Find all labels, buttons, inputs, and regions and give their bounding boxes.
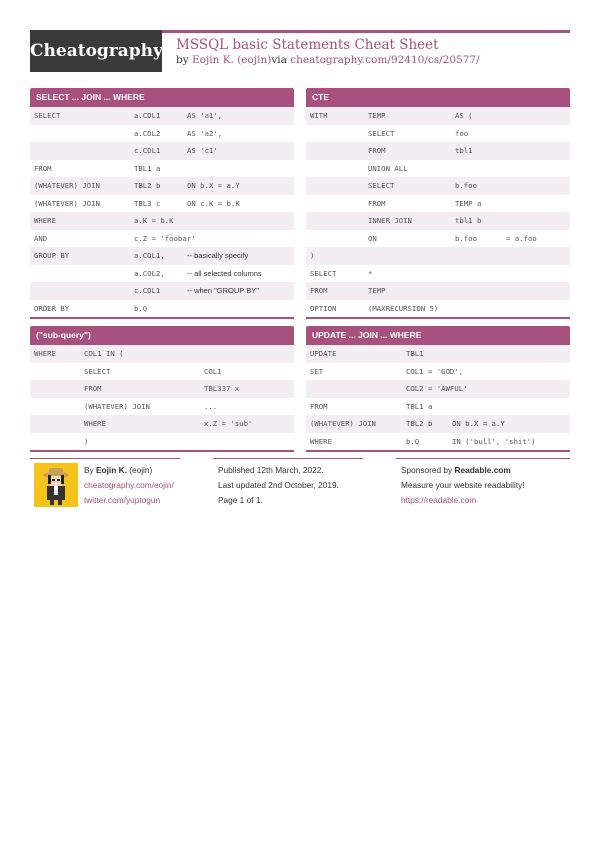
author-avatar[interactable] bbox=[34, 463, 78, 507]
table-cell: b.foo bbox=[455, 233, 477, 243]
table-cell: AS 'a2', bbox=[187, 128, 223, 138]
table-row bbox=[30, 107, 294, 125]
table-cell: TBL2 b bbox=[134, 181, 161, 190]
table-row bbox=[306, 433, 570, 451]
table-row bbox=[306, 177, 570, 195]
table-cell: UPDATE bbox=[310, 349, 337, 358]
table-cell: SET bbox=[310, 366, 324, 376]
by-label: By bbox=[84, 465, 94, 475]
footer-divider bbox=[213, 458, 363, 459]
table-row bbox=[306, 160, 570, 178]
table-cell: WHERE bbox=[34, 349, 56, 358]
table-cell: c.COL1 bbox=[134, 146, 161, 155]
table-cell: ON b.X = a.Y bbox=[187, 181, 240, 190]
table-cell: FROM bbox=[310, 286, 328, 295]
page-title: MSSQL basic Statements Cheat Sheet bbox=[176, 37, 439, 53]
box-sub-query bbox=[30, 326, 294, 452]
box-title: UPDATE ... JOIN ... WHERE bbox=[306, 326, 570, 345]
table-cell: AND bbox=[34, 233, 48, 243]
table-cell: TBL1 a bbox=[406, 401, 433, 411]
table-row bbox=[30, 230, 294, 248]
sponsor-name: Readable.com bbox=[454, 465, 511, 475]
table-cell: foo bbox=[455, 128, 469, 138]
table-cell: FROM bbox=[84, 384, 102, 393]
box-rows bbox=[30, 107, 294, 317]
table-row bbox=[306, 247, 570, 265]
table-cell: a.COL2 bbox=[134, 128, 161, 138]
table-row bbox=[306, 142, 570, 160]
sponsor-prefix: Sponsored by bbox=[401, 465, 453, 475]
table-cell: -- all selected columns bbox=[187, 268, 262, 278]
table-cell: WHERE bbox=[310, 436, 332, 446]
table-cell: b.Q bbox=[134, 303, 148, 313]
table-cell: x.Z = 'sub' bbox=[204, 419, 253, 428]
table-row bbox=[306, 230, 570, 248]
published-date: Published 12th March, 2022. bbox=[218, 465, 324, 475]
table-cell: b.foo bbox=[455, 181, 477, 190]
table-cell: TEMP a bbox=[455, 198, 482, 208]
table-cell: TEMP bbox=[368, 286, 386, 295]
author-profile-link[interactable]: cheatography.com/eojin/ bbox=[84, 480, 174, 490]
table-row bbox=[306, 398, 570, 416]
table-cell: tbl1 b bbox=[455, 216, 482, 225]
table-row bbox=[306, 380, 570, 398]
table-cell: c.COL1 bbox=[134, 286, 161, 295]
box-rows bbox=[30, 345, 294, 450]
table-cell: SELECT bbox=[34, 111, 61, 120]
table-cell: TBL1 bbox=[406, 349, 424, 358]
table-cell: GROUP BY bbox=[34, 251, 70, 260]
table-cell: (WHATEVER) JOIN bbox=[34, 198, 100, 208]
table-row bbox=[306, 195, 570, 213]
table-cell: ) bbox=[310, 251, 315, 260]
table-cell: ORDER BY bbox=[34, 303, 70, 313]
table-row bbox=[306, 212, 570, 230]
box-cte bbox=[306, 88, 570, 319]
table-cell: -- basically specify bbox=[187, 251, 249, 260]
table-cell: INNER JOIN bbox=[368, 216, 412, 225]
table-row bbox=[30, 363, 294, 381]
updated-date: Last updated 2nd October, 2019. bbox=[218, 480, 339, 490]
footer-author-line bbox=[84, 463, 174, 478]
box-title: ("sub-query") bbox=[30, 326, 294, 345]
cheatography-logo[interactable]: Cheatography bbox=[30, 30, 162, 72]
table-cell: COL1 = 'GOD', bbox=[406, 366, 464, 376]
table-cell: SELECT bbox=[368, 181, 395, 190]
sponsor-line bbox=[401, 463, 525, 478]
table-cell: FROM bbox=[368, 146, 386, 155]
table-cell: SELECT bbox=[310, 268, 337, 278]
footer-divider bbox=[30, 458, 180, 459]
table-row bbox=[30, 195, 294, 213]
table-cell: OPTION bbox=[310, 303, 337, 313]
table-cell: (MAXRECURSION 5) bbox=[368, 303, 439, 313]
table-cell: TBL337 x bbox=[204, 384, 240, 393]
footer-publish-block bbox=[218, 463, 339, 508]
table-cell: c.Z = 'foobar' bbox=[134, 233, 196, 243]
table-row bbox=[30, 282, 294, 300]
table-cell: FROM bbox=[310, 401, 328, 411]
table-row bbox=[30, 125, 294, 143]
avatar-illustration bbox=[34, 463, 78, 507]
table-cell: ON c.K = b.K bbox=[187, 198, 240, 208]
box-title: SELECT ... JOIN ... WHERE bbox=[30, 88, 294, 107]
table-row bbox=[30, 380, 294, 398]
table-cell: ... bbox=[204, 401, 218, 411]
table-row bbox=[30, 142, 294, 160]
table-cell: a.K = b.K bbox=[134, 216, 174, 225]
table-row bbox=[30, 265, 294, 283]
byline bbox=[176, 54, 480, 66]
footer-author-block bbox=[84, 463, 174, 508]
table-cell: FROM bbox=[34, 163, 52, 173]
table-cell: TBL3 c bbox=[134, 198, 161, 208]
table-cell: UNION ALL bbox=[368, 163, 408, 173]
box-rows bbox=[306, 107, 570, 317]
table-cell: COL1 bbox=[204, 366, 222, 376]
table-row bbox=[306, 125, 570, 143]
box-rows bbox=[306, 345, 570, 450]
footer-sponsor-block bbox=[401, 463, 525, 508]
table-row bbox=[30, 160, 294, 178]
table-row bbox=[306, 415, 570, 433]
box-update-join-where bbox=[306, 326, 570, 452]
sheet-url-link[interactable]: cheatography.com/92410/cs/20577/ bbox=[290, 54, 480, 66]
table-cell: TEMP bbox=[368, 111, 386, 120]
table-cell: a.COL1 bbox=[134, 111, 161, 120]
table-row bbox=[306, 300, 570, 318]
table-cell: AS 'a1', bbox=[187, 111, 223, 120]
table-row bbox=[30, 300, 294, 318]
table-cell: COL2 = 'AWFUL' bbox=[406, 384, 468, 393]
footer-divider bbox=[396, 458, 570, 459]
table-cell: ) bbox=[84, 436, 89, 446]
table-row bbox=[30, 345, 294, 363]
sponsor-link[interactable]: https://readable.com bbox=[401, 495, 477, 505]
table-cell: (WHATEVER) JOIN bbox=[34, 181, 100, 190]
byline-by: by bbox=[176, 54, 189, 66]
box-select-join-where bbox=[30, 88, 294, 319]
twitter-link[interactable]: twitter.com/yuptogun bbox=[84, 495, 161, 505]
table-row bbox=[30, 398, 294, 416]
table-row bbox=[306, 265, 570, 283]
table-cell: SELECT bbox=[368, 128, 395, 138]
table-row bbox=[30, 415, 294, 433]
table-cell: ON bbox=[368, 233, 377, 243]
table-cell: ON b.X = a.Y bbox=[452, 419, 505, 428]
table-cell: AS 'c1' bbox=[187, 146, 218, 155]
table-cell: TBL2 b bbox=[406, 419, 433, 428]
table-cell: IN ('bull', 'shit') bbox=[452, 436, 536, 446]
table-cell: a.COL2, bbox=[134, 268, 165, 278]
table-cell: WHERE bbox=[84, 419, 106, 428]
table-cell: a.COL1, bbox=[134, 251, 165, 260]
author-handle: (eojin) bbox=[129, 465, 153, 475]
table-cell: WITH bbox=[310, 111, 328, 120]
author-link[interactable]: Eojin K. (eojin) bbox=[192, 54, 272, 66]
table-cell: b.Q bbox=[406, 436, 420, 446]
author-name: Eojin K. bbox=[96, 465, 127, 475]
box-title: CTE bbox=[306, 88, 570, 107]
table-row bbox=[30, 433, 294, 451]
table-cell: AS ( bbox=[455, 111, 473, 120]
byline-via: via bbox=[271, 54, 287, 66]
table-row bbox=[306, 345, 570, 363]
table-row bbox=[30, 247, 294, 265]
table-cell: = a.foo bbox=[506, 233, 537, 243]
table-cell: FROM bbox=[368, 198, 386, 208]
table-cell: tbl1 bbox=[455, 146, 473, 155]
table-cell: SELECT bbox=[84, 366, 111, 376]
table-cell: COL1 IN ( bbox=[84, 349, 124, 358]
table-cell: -- when "GROUP BY" bbox=[187, 286, 259, 295]
table-cell: * bbox=[368, 268, 373, 278]
table-row bbox=[30, 212, 294, 230]
table-row bbox=[306, 282, 570, 300]
table-row bbox=[306, 107, 570, 125]
table-cell: (WHATEVER) JOIN bbox=[310, 419, 376, 428]
page-number: Page 1 of 1. bbox=[218, 495, 263, 505]
table-cell: WHERE bbox=[34, 216, 56, 225]
sponsor-tagline: Measure your website readability! bbox=[401, 480, 525, 490]
table-row bbox=[306, 363, 570, 381]
table-cell: TBL1 a bbox=[134, 163, 161, 173]
table-cell: (WHATEVER) JOIN bbox=[84, 401, 150, 411]
table-row bbox=[30, 177, 294, 195]
